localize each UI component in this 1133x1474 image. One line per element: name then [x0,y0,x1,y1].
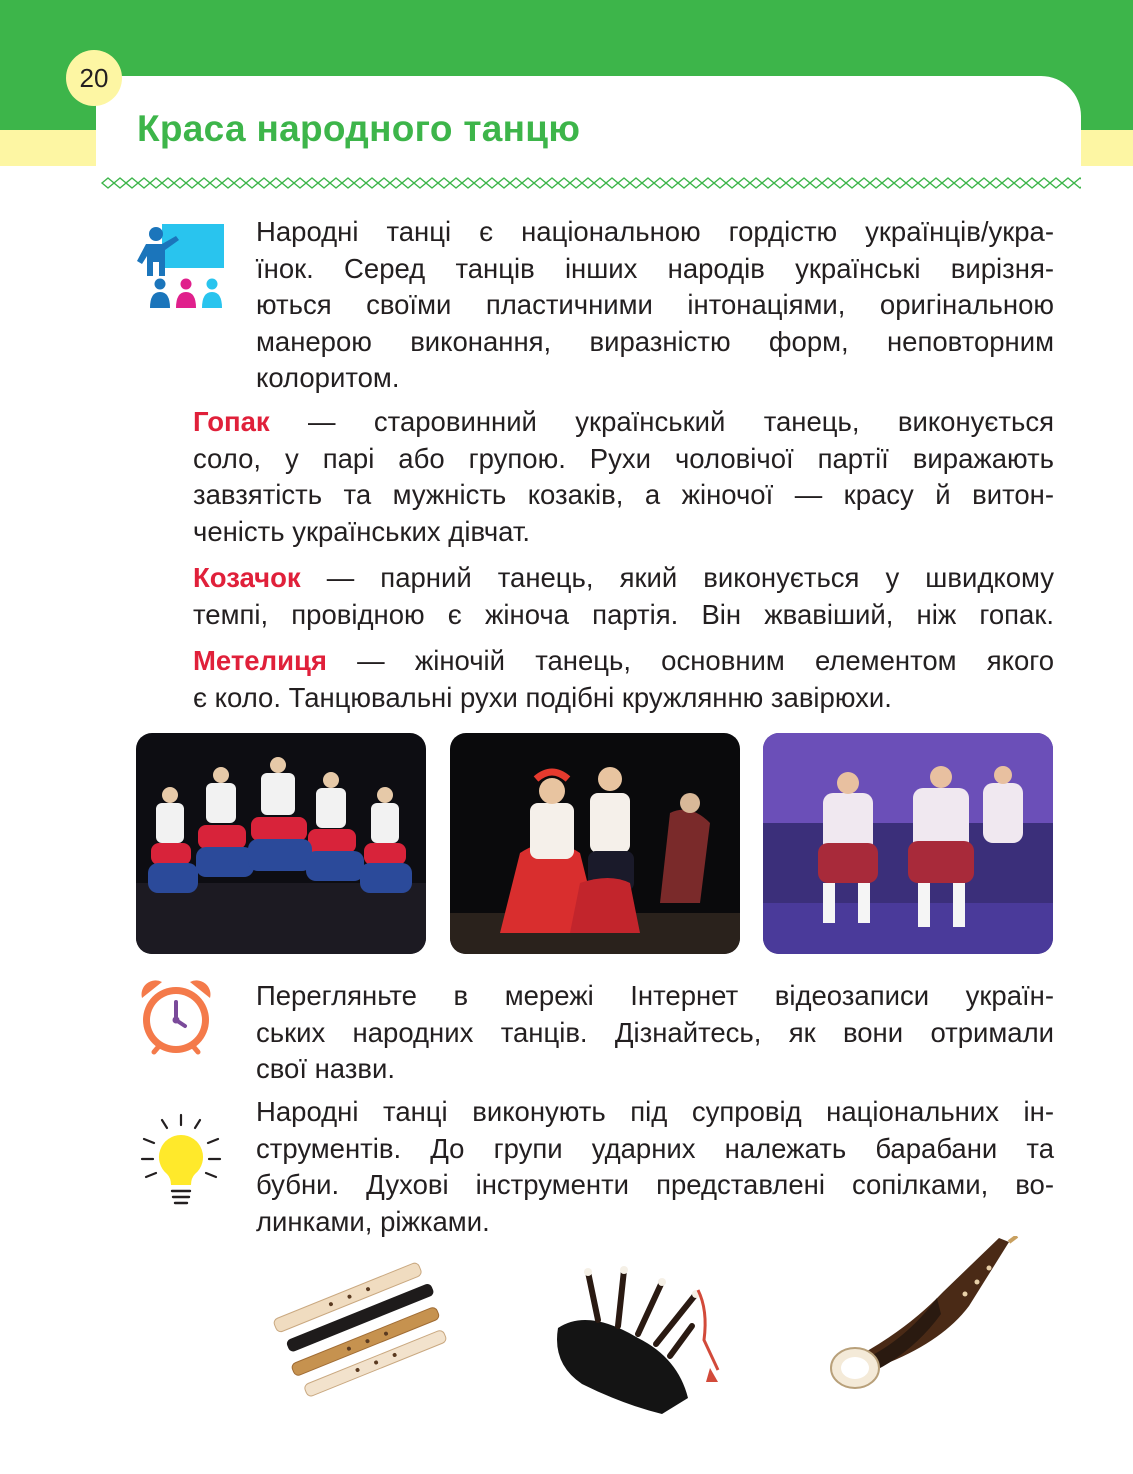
divider-diamond [858,178,870,188]
divider-diamond [258,178,270,188]
divider-diamond [894,178,906,188]
divider-diamond [762,178,774,188]
header-yellow-left [0,130,100,166]
hopak-dancers-photo [136,733,426,954]
divider-diamond [882,178,894,188]
divider-diamond [990,178,1002,188]
text-line: Перегляньте в мережі Інтернет відеозаписи україн- [256,980,1054,1011]
divider-diamond [642,178,654,188]
divider-diamond [558,178,570,188]
text-line: ських народних танців. Дізнайтесь, як вони отримали [256,1016,1054,1048]
text-line: ються своїми пластичними інтонаціями, оригінальною [256,289,1054,320]
divider-diamond [690,178,702,188]
text-line: завзятість та мужність козаків, а жіночої — красу й витон- [193,479,1054,510]
divider-diamond [1074,178,1081,188]
hopak-paragraph [193,404,1054,550]
text-line: манерою виконання, виразністю форм, неповторним [256,325,1054,357]
divider-diamond [606,178,618,188]
divider-diamond [1050,178,1062,188]
divider-diamond [378,178,390,188]
divider-diamond [198,178,210,188]
text-line: колоритом. [256,362,400,393]
divider-diamond [138,178,150,188]
divider-diamond [1014,178,1026,188]
alarm-clock-icon [136,976,216,1060]
divider-diamond [702,178,714,188]
text-line: є коло. Танцювальні рухи подібні кружлянню завірюхи. [193,681,892,713]
divider-diamond [498,178,510,188]
divider-diamond [942,178,954,188]
page-number: 20 [66,50,122,106]
divider-diamond [354,178,366,188]
divider-diamond [402,178,414,188]
divider-diamond [798,178,810,188]
divider-diamond [750,178,762,188]
divider-diamond [510,178,522,188]
divider-diamond [282,178,294,188]
diamond-divider [96,173,1081,193]
divider-diamond [786,178,798,188]
text-line: свої назви. [256,1053,396,1084]
horn-image [825,1236,1025,1400]
metelytsia-dancers-photo [763,733,1053,954]
divider-diamond [678,178,690,188]
divider-diamond [210,178,222,188]
kozachok-term: Козачок [193,562,301,593]
sopilky-image [272,1248,448,1408]
divider-diamond [1062,178,1074,188]
text-line: бубни. Духові інструменти представлені сопілками, во- [256,1169,1054,1200]
divider-diamond [306,178,318,188]
divider-diamond [714,178,726,188]
divider-diamond [174,178,186,188]
divider-diamond [1026,178,1038,188]
divider-diamond [234,178,246,188]
text-line: — жіночій танець, основним елементом якого [326,645,1054,676]
divider-diamond [474,178,486,188]
text-line: Народні танці є національною гордістю українців/укра- [256,216,1054,247]
divider-diamond [966,178,978,188]
bagpipe-image [548,1250,738,1420]
divider-diamond [330,178,342,188]
divider-diamond [438,178,450,188]
divider-diamond [738,178,750,188]
divider-diamond [1038,178,1050,188]
divider-diamond [582,178,594,188]
divider-diamond [342,178,354,188]
text-line: соло, у парі або групою. Рухи чоловічої партії виражають [193,442,1054,474]
divider-diamond [570,178,582,188]
divider-diamond [270,178,282,188]
page-title: Краса народного танцю [137,108,581,149]
presentation-icon [136,222,226,310]
hopak-term: Гопак [193,406,270,437]
divider-diamond [186,178,198,188]
divider-diamond [978,178,990,188]
divider-diamond [630,178,642,188]
divider-diamond [1002,178,1014,188]
divider-diamond [822,178,834,188]
divider-diamond [486,178,498,188]
text-line: линками, ріжками. [256,1205,490,1237]
text-line: — старовинний український танець, виконується [269,406,1054,437]
divider-diamond [810,178,822,188]
text-line: Народні танці виконують під супровід національних ін- [256,1096,1054,1127]
divider-diamond [666,178,678,188]
divider-diamond [126,178,138,188]
header-yellow-right [1078,130,1133,166]
text-line: — парний танець, який виконується у швидкому [300,562,1054,593]
divider-diamond [846,178,858,188]
divider-diamond [774,178,786,188]
divider-diamond [522,178,534,188]
divider-diamond [390,178,402,188]
divider-diamond [834,178,846,188]
task-paragraph [256,978,1054,1088]
divider-diamond [654,178,666,188]
kozachok-paragraph [193,560,1054,633]
divider-diamond [366,178,378,188]
divider-diamond [546,178,558,188]
metelytsia-paragraph [193,643,1054,716]
divider-diamond [930,178,942,188]
divider-diamond [426,178,438,188]
divider-diamond [318,178,330,188]
divider-diamond [726,178,738,188]
divider-diamond [618,178,630,188]
text-line: їнок. Серед танців інших народів українські вирізня- [256,252,1054,284]
divider-diamond [594,178,606,188]
divider-diamond [870,178,882,188]
divider-diamond [414,178,426,188]
divider-diamond [534,178,546,188]
divider-diamond [462,178,474,188]
kozachok-dancers-photo [450,733,740,954]
divider-diamond [102,178,114,188]
text-line: темпі, провідною є жіноча партія. Він жвавіший, ніж гопак. [193,598,1054,630]
fact-paragraph [256,1094,1054,1240]
intro-paragraph [256,214,1054,397]
text-line: ченість українських дівчат. [193,515,531,547]
divider-diamond [294,178,306,188]
divider-diamond [450,178,462,188]
divider-diamond [954,178,966,188]
divider-diamond [918,178,930,188]
divider-diamond [114,178,126,188]
divider-diamond [150,178,162,188]
divider-diamond [906,178,918,188]
lightbulb-icon [138,1113,224,1213]
text-line: струментів. До групи ударних належать барабани та [256,1132,1054,1164]
metelytsia-term: Метелиця [193,645,327,676]
divider-diamond [162,178,174,188]
divider-diamond [222,178,234,188]
divider-diamond [246,178,258,188]
